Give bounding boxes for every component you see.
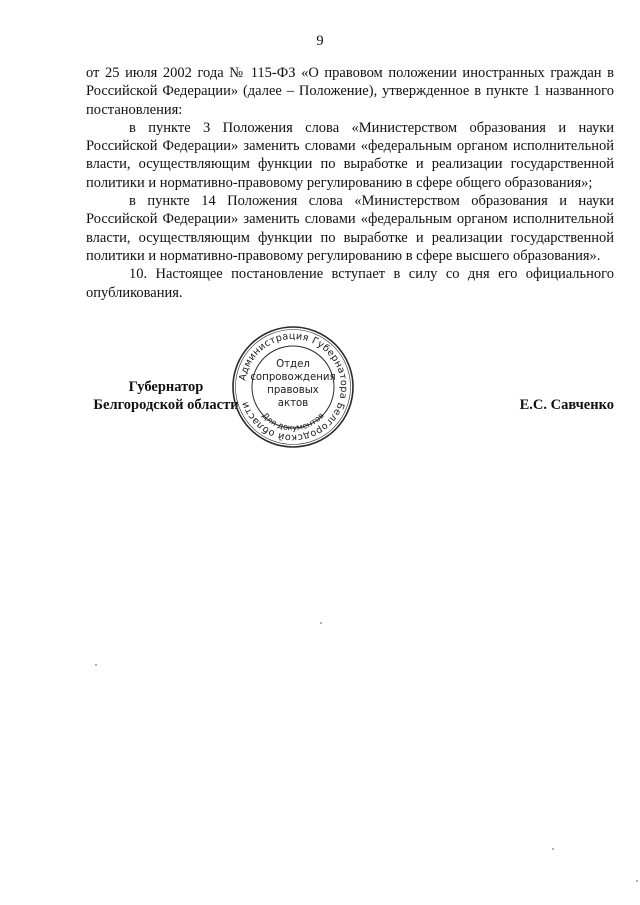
paragraph-item-3: в пункте 3 Положения слова «Министерством образования и науки Российской Федерации» заменить словами «федеральным органом исполнительной власти, осуществляющим функции по выработке и реализации государственной политики и нормативно-правовому регулированию в сфере общего образования»; — [86, 119, 614, 191]
paragraph-effective-date: 10. Настоящее постановление вступает в силу со дня его официального опубликования. — [86, 266, 614, 301]
stamp-center-line: Отдел — [276, 359, 310, 370]
paragraph-continuation: от 25 июля 2002 года № 115-ФЗ «О правовом положении иностранных граждан в Российской Федерации» (далее – Положение), утвержденное в пункте 1 названного постановления: — [86, 65, 614, 118]
stamp-ring-text: Администрация Губернатора Белгородской области — [237, 330, 350, 444]
scan-speck — [320, 622, 322, 624]
signatory-region: Белгородской области — [93, 396, 239, 413]
signatory-name: Е.С. Савченко — [519, 397, 614, 413]
signatory-title: Губернатор — [128, 379, 204, 395]
document-body — [86, 64, 614, 302]
stamp-center-line: актов — [277, 398, 309, 409]
scan-speck — [552, 848, 554, 850]
page-number: 9 — [316, 33, 324, 49]
stamp-center-line: сопровождения — [250, 372, 336, 383]
stamp-center-line: правовых — [267, 385, 319, 396]
signatory-position — [86, 379, 246, 414]
paragraph-item-14: в пункте 14 Положения слова «Министерством образования и науки Российской Федерации» заменить словами «федеральным органом исполнительной власти, осуществляющим функции по выработке и реализации государственной политики и нормативно-правовому регулированию в сфере высшего образования». — [86, 193, 614, 264]
stamp-bottom-text: Для документов — [260, 410, 326, 433]
scan-speck — [95, 664, 97, 666]
scan-speck — [636, 880, 638, 882]
official-stamp — [229, 323, 357, 451]
